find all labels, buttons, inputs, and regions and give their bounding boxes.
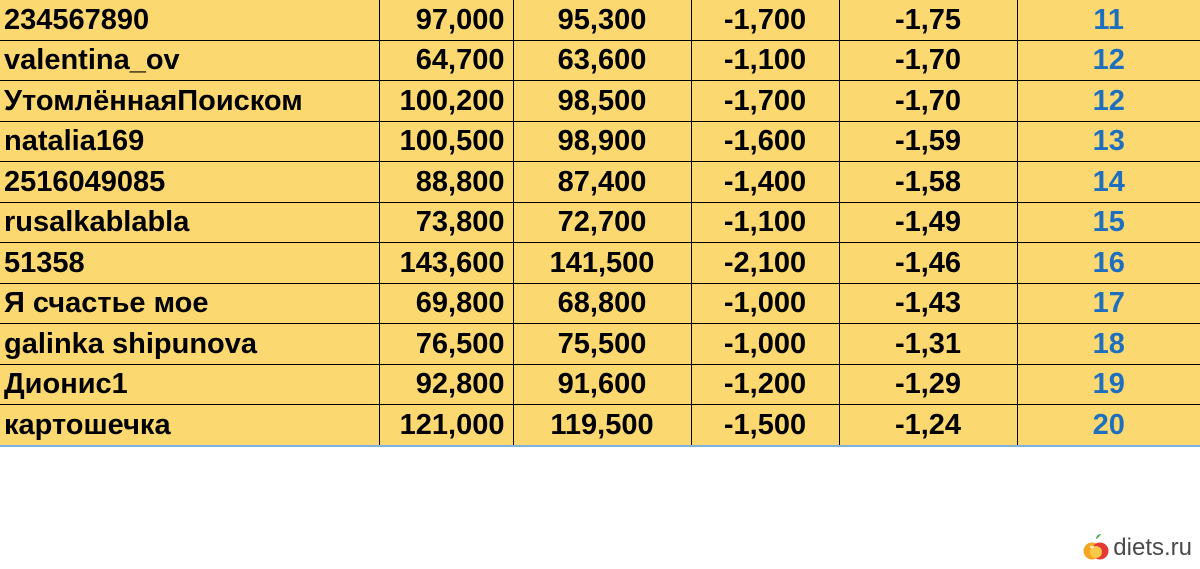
cell-current-weight: 63,600 bbox=[513, 40, 691, 81]
cell-percent: -1,59 bbox=[839, 121, 1017, 162]
cell-rank: 16 bbox=[1017, 243, 1200, 284]
cell-current-weight: 68,800 bbox=[513, 283, 691, 324]
cell-percent: -1,70 bbox=[839, 40, 1017, 81]
cell-weight-diff: -2,100 bbox=[691, 243, 839, 284]
table-row bbox=[0, 121, 1200, 162]
table-row bbox=[0, 40, 1200, 81]
cell-percent: -1,70 bbox=[839, 81, 1017, 122]
cell-name: 234567890 bbox=[0, 0, 379, 40]
cell-name: 2516049085 bbox=[0, 162, 379, 203]
cell-rank: 20 bbox=[1017, 405, 1200, 446]
cell-rank: 15 bbox=[1017, 202, 1200, 243]
cell-name: 51358 bbox=[0, 243, 379, 284]
cell-start-weight: 100,200 bbox=[379, 81, 513, 122]
cell-rank: 12 bbox=[1017, 81, 1200, 122]
cell-weight-diff: -1,000 bbox=[691, 324, 839, 365]
cell-percent: -1,75 bbox=[839, 0, 1017, 40]
cell-current-weight: 75,500 bbox=[513, 324, 691, 365]
cell-current-weight: 87,400 bbox=[513, 162, 691, 203]
cell-percent: -1,46 bbox=[839, 243, 1017, 284]
cell-weight-diff: -1,700 bbox=[691, 0, 839, 40]
cell-weight-diff: -1,200 bbox=[691, 364, 839, 405]
cell-weight-diff: -1,400 bbox=[691, 162, 839, 203]
cell-start-weight: 92,800 bbox=[379, 364, 513, 405]
cell-name: natalia169 bbox=[0, 121, 379, 162]
table-row bbox=[0, 202, 1200, 243]
site-watermark bbox=[1083, 533, 1192, 563]
cell-current-weight: 95,300 bbox=[513, 0, 691, 40]
cell-start-weight: 76,500 bbox=[379, 324, 513, 365]
apple-icon bbox=[1083, 533, 1109, 563]
cell-current-weight: 91,600 bbox=[513, 364, 691, 405]
table-row bbox=[0, 0, 1200, 40]
cell-start-weight: 121,000 bbox=[379, 405, 513, 446]
table-row bbox=[0, 162, 1200, 203]
cell-rank: 19 bbox=[1017, 364, 1200, 405]
cell-name: rusalkablabla bbox=[0, 202, 379, 243]
cell-name: valentina_ov bbox=[0, 40, 379, 81]
cell-start-weight: 143,600 bbox=[379, 243, 513, 284]
table-row bbox=[0, 324, 1200, 365]
cell-weight-diff: -1,700 bbox=[691, 81, 839, 122]
cell-name: картошечка bbox=[0, 405, 379, 446]
cell-start-weight: 88,800 bbox=[379, 162, 513, 203]
cell-percent: -1,43 bbox=[839, 283, 1017, 324]
cell-rank: 11 bbox=[1017, 0, 1200, 40]
cell-current-weight: 98,900 bbox=[513, 121, 691, 162]
cell-rank: 17 bbox=[1017, 283, 1200, 324]
cell-weight-diff: -1,100 bbox=[691, 40, 839, 81]
cell-current-weight: 72,700 bbox=[513, 202, 691, 243]
cell-current-weight: 141,500 bbox=[513, 243, 691, 284]
cell-weight-diff: -1,600 bbox=[691, 121, 839, 162]
table-row bbox=[0, 364, 1200, 405]
cell-rank: 13 bbox=[1017, 121, 1200, 162]
cell-name: Я счастье мое bbox=[0, 283, 379, 324]
cell-current-weight: 98,500 bbox=[513, 81, 691, 122]
cell-weight-diff: -1,000 bbox=[691, 283, 839, 324]
cell-start-weight: 73,800 bbox=[379, 202, 513, 243]
table-row bbox=[0, 243, 1200, 284]
table-row bbox=[0, 81, 1200, 122]
cell-start-weight: 64,700 bbox=[379, 40, 513, 81]
watermark-text: diets.ru bbox=[1113, 534, 1192, 561]
cell-start-weight: 100,500 bbox=[379, 121, 513, 162]
cell-rank: 18 bbox=[1017, 324, 1200, 365]
cell-name: Дионис1 bbox=[0, 364, 379, 405]
cell-weight-diff: -1,500 bbox=[691, 405, 839, 446]
cell-rank: 14 bbox=[1017, 162, 1200, 203]
cell-name: galinka shipunova bbox=[0, 324, 379, 365]
cell-percent: -1,58 bbox=[839, 162, 1017, 203]
cell-current-weight: 119,500 bbox=[513, 405, 691, 446]
cell-weight-diff: -1,100 bbox=[691, 202, 839, 243]
cell-percent: -1,24 bbox=[839, 405, 1017, 446]
cell-name: УтомлённаяПоиском bbox=[0, 81, 379, 122]
cell-start-weight: 97,000 bbox=[379, 0, 513, 40]
cell-percent: -1,29 bbox=[839, 364, 1017, 405]
table-row bbox=[0, 283, 1200, 324]
cell-start-weight: 69,800 bbox=[379, 283, 513, 324]
table-row bbox=[0, 405, 1200, 446]
cell-percent: -1,31 bbox=[839, 324, 1017, 365]
cell-rank: 12 bbox=[1017, 40, 1200, 81]
cell-percent: -1,49 bbox=[839, 202, 1017, 243]
